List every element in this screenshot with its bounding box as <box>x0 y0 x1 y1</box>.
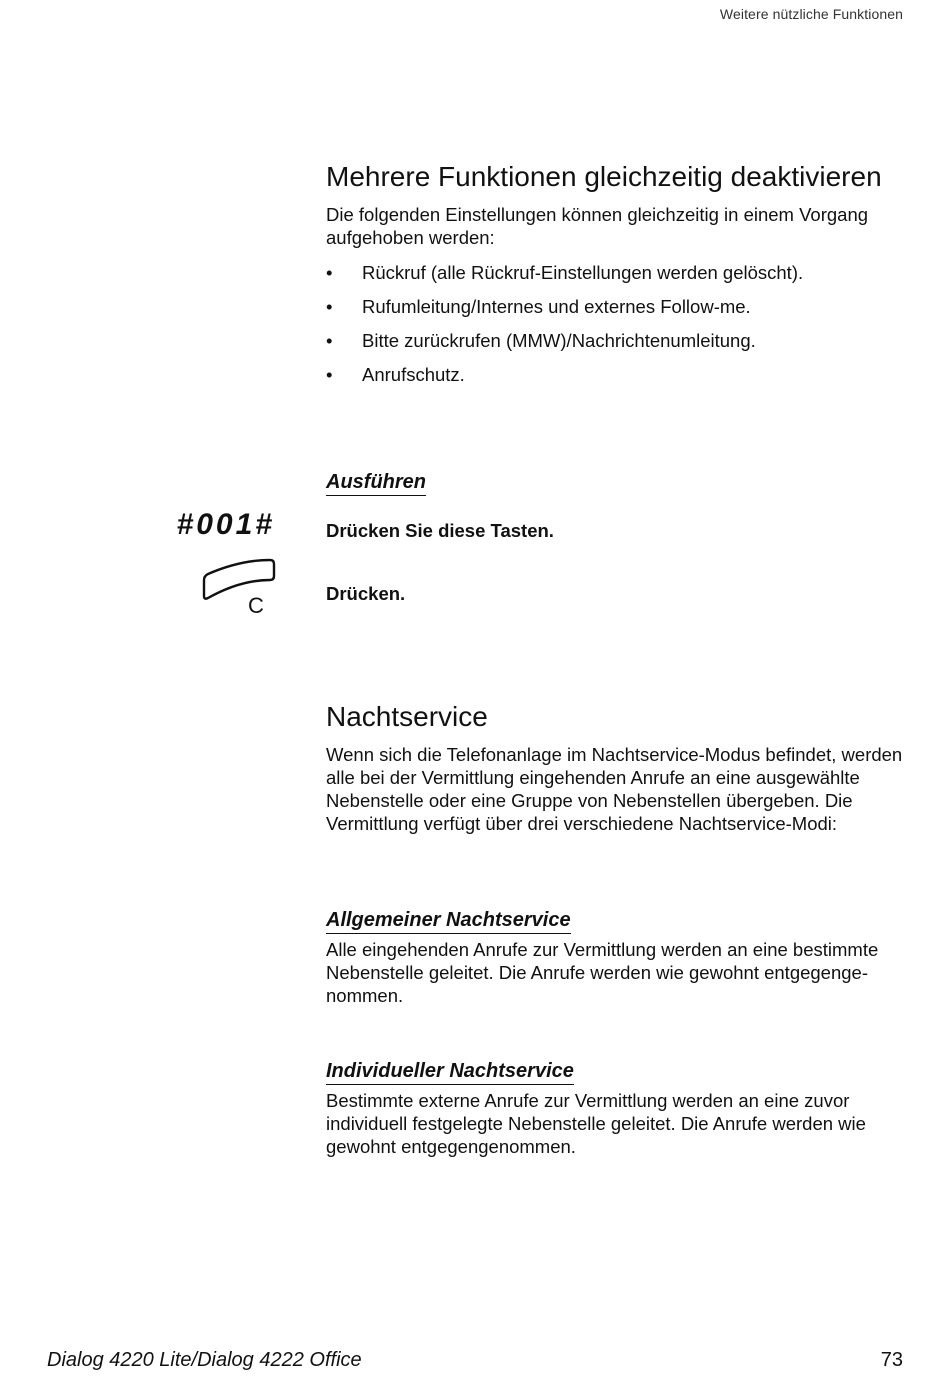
bullet-marker: • <box>326 262 333 283</box>
procedure-heading-wrap <box>326 470 906 496</box>
section-title-night-service: Nachtservice <box>326 701 488 732</box>
list-item-text: Rufumleitung/Internes und externes Follow-me. <box>362 296 751 317</box>
section-deactivate-functions <box>326 159 906 397</box>
list-item <box>326 261 906 284</box>
mode-text-general: Alle eingehenden Anrufe zur Vermittlung werden an eine bestimmte Nebenstelle geleitet. Die Anrufe werden wie gewohnt entgegenge-nommen. <box>326 939 879 1006</box>
feature-list <box>326 261 906 386</box>
section-night-service <box>326 699 906 835</box>
clear-key-label: C <box>248 593 264 618</box>
bullet-marker: • <box>326 364 333 385</box>
page-number: 73 <box>880 1349 903 1371</box>
running-header: Weitere nützliche Funktionen <box>719 6 903 22</box>
mode-individual <box>326 1059 906 1158</box>
section-intro-deactivate: Die folgenden Einstellungen können gleichzeitig in einem Vorgang aufgehoben werden: <box>326 204 869 248</box>
mode-heading-general: Allgemeiner Nachtservice <box>326 908 571 934</box>
footer-product: Dialog 4220 Lite/Dialog 4222 Office <box>47 1349 362 1371</box>
mode-general <box>326 908 906 1007</box>
step-instruction-press: Drücken. <box>326 583 406 604</box>
list-item-text: Bitte zurückrufen (MMW)/Nachrichtenumleitung. <box>362 330 756 351</box>
key-sequence-label: #001# <box>176 508 275 541</box>
bullet-marker: • <box>326 330 333 351</box>
section-title-deactivate: Mehrere Funktionen gleichzeitig deaktivieren <box>326 161 882 192</box>
list-item-text: Anrufschutz. <box>362 364 465 385</box>
mode-text-individual: Bestimmte externe Anrufe zur Vermittlung werden an eine zuvor individuell festgelegte Nebenstelle geleitet. Die Anrufe werden wie gewohnt entgegengenommen. <box>326 1090 866 1157</box>
clear-key-icon <box>200 556 280 618</box>
list-item <box>326 295 906 318</box>
step-instruction-keys: Drücken Sie diese Tasten. <box>326 520 554 541</box>
section-intro-night-service: Wenn sich die Telefonanlage im Nachtservice-Modus befindet, werden alle bei der Vermittlung eingehenden Anrufe an eine ausgewählte Nebenstelle oder eine Gruppe von Nebenstellen übergeben. Die Vermittlung verfügt über drei verschiedene Nachtservice-Modi: <box>326 744 903 834</box>
list-item <box>326 329 906 352</box>
bullet-marker: • <box>326 296 333 317</box>
procedure-heading: Ausführen <box>326 470 426 496</box>
mode-heading-individual: Individueller Nachtservice <box>326 1059 574 1085</box>
clear-key-shape <box>200 556 280 618</box>
list-item <box>326 363 906 386</box>
list-item-text: Rückruf (alle Rückruf-Einstellungen werden gelöscht). <box>362 262 804 283</box>
